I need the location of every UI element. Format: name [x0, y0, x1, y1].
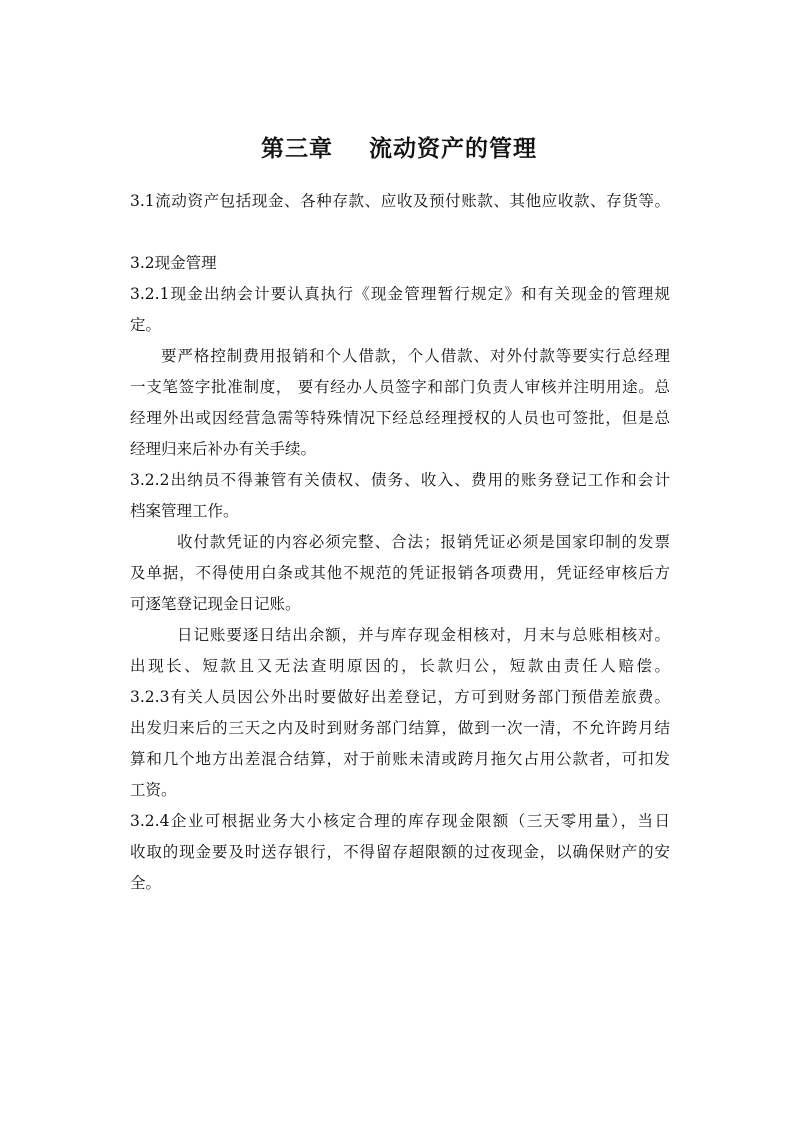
paragraph-3-2-1-line: 3.2.1现金出纳会计要认真执行《现金管理暂行规定》和有关现金的管理规 [130, 285, 670, 303]
blank-line [130, 217, 670, 248]
paragraph-line: 及单据，不得使用白条或其他不规范的凭证报销各项费用，凭证经审核后方 [130, 564, 670, 582]
paragraph-line: 出现长、短款且又无法查明原因的，长款归公，短款由责任人赔偿。 [130, 657, 670, 675]
paragraph-line: 一支笔签字批准制度， 要有经办人员签字和部门负责人审核并注明用途。总 [130, 378, 670, 396]
paragraph-line: 经理外出或因经营急需等特殊情况下经总经理授权的人员也可签批，但是总 [130, 409, 670, 427]
paragraph-line: 日记账要逐日结出余额，并与库存现金相核对，月末与总账相核对。 [177, 626, 670, 644]
paragraph-3-2-1-line: 定。 [130, 316, 162, 334]
paragraph-3-2-3-line: 3.2.3有关人员因公外出时要做好出差登记，方可到财务部门预借差旅费。 [130, 688, 670, 706]
section-heading-3-2: 3.2现金管理 [130, 254, 217, 272]
paragraph-3-2-2-line: 档案管理工作。 [130, 502, 239, 520]
paragraph-3-2-4-line: 收取的现金要及时送存银行，不得留存超限额的过夜现金，以确保财产的安 [130, 843, 670, 861]
paragraph-3-1: 3.1流动资产包括现金、各种存款、应收及预付账款、其他应收款、存货等。 [130, 192, 670, 210]
paragraph-3-2-2-line: 3.2.2出纳员不得兼管有关债权、债务、收入、费用的账务登记工作和会计 [130, 471, 670, 489]
paragraph-3-2-3-line: 出发归来后的三天之内及时到财务部门结算，做到一次一清，不允许跨月结 [130, 719, 670, 737]
chapter-title: 第三章 流动资产的管理 [260, 136, 538, 162]
paragraph-3-2-3-line: 工资。 [130, 781, 177, 799]
paragraph-line: 经理归来后补办有关手续。 [130, 440, 317, 458]
paragraph-line: 可逐笔登记现金日记账。 [130, 595, 301, 613]
document-body [130, 186, 670, 899]
paragraph-line: 收付款凭证的内容必须完整、合法；报销凭证必须是国家印制的发票 [177, 533, 670, 551]
paragraph-3-2-3-line: 算和几个地方出差混合结算，对于前账未清或跨月拖欠占用公款者，可扣发 [130, 750, 670, 768]
paragraph-3-2-4-line: 全。 [130, 874, 162, 892]
paragraph-3-2-4-line: 3.2.4企业可根据业务大小核定合理的库存现金限额（三天零用量），当日 [130, 812, 670, 830]
paragraph-line: 要严格控制费用报销和个人借款，个人借款、对外付款等要实行总经理 [161, 347, 670, 365]
